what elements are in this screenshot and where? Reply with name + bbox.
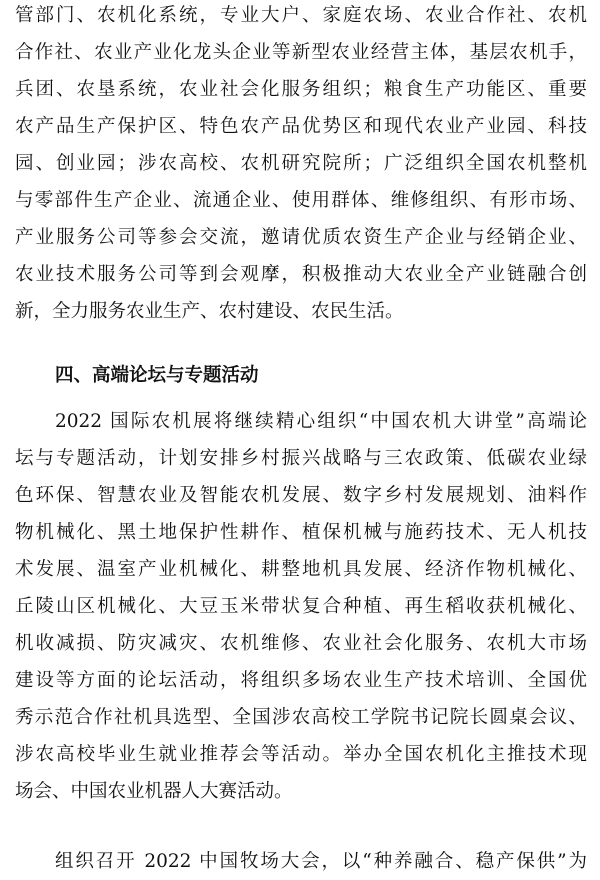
text-line-last: 新，全力服务农业生产、农村建设、农民生活。 — [15, 301, 404, 322]
text-line: 与零部件生产企业、流通企业、使用群体、维修组织、有形市场、 — [15, 190, 587, 211]
text-line: 涉农高校毕业生就业推荐会等活动。举办全国农机化主推技术现 — [15, 744, 587, 765]
text-line: 合作社、农业产业化龙头企业等新型农业经营主体，基层农机手， — [15, 42, 587, 63]
paragraph-forum — [15, 403, 587, 810]
text-line-last: 场会、中国农业机器人大赛活动。 — [15, 781, 293, 802]
text-line: 秀示范合作社机具选型、全国涉农高校工学院书记院长圆桌会议、 — [15, 707, 587, 728]
text-line: 色环保、智慧农业及智能农机发展、数字乡村发展规划、油料作 — [15, 485, 587, 506]
text-line: 机收减损、防灾减灾、农机维修、农业社会化服务、农机大市场 — [15, 633, 587, 654]
text-line-first: 2022 国际农机展将继续精心组织“中国农机大讲堂”高端论 — [55, 411, 587, 432]
text-line: 物机械化、黑土地保护性耕作、植保机械与施药技术、无人机技 — [15, 522, 587, 543]
text-line: 农业技术服务公司等到会观摩，积极推动大农业全产业链融合创 — [15, 264, 587, 285]
text-line: 术发展、温室产业机械化、耕整地机具发展、经济作物机械化、 — [15, 559, 587, 580]
section-heading: 四、高端论坛与专题活动 — [55, 365, 259, 386]
text-line: 园、创业园；涉农高校、农机研究院所；广泛组织全国农机整机 — [15, 153, 587, 174]
paragraph-participants — [15, 0, 587, 330]
text-line: 建设等方面的论坛活动，将组织多场农业生产技术培训、全国优 — [15, 670, 587, 691]
paragraph-ranch-conference — [15, 843, 587, 880]
text-line: 管部门、农机化系统，专业大户、家庭农场、农业合作社、农机 — [15, 5, 587, 26]
text-line-first: 组织召开 2022 中国牧场大会，以“种养融合、稳产保供”为 — [55, 851, 587, 872]
text-line: 坛与专题活动，计划安排乡村振兴战略与三农政策、低碳农业绿 — [15, 448, 587, 469]
text-line: 兵团、农垦系统，农业社会化服务组织；粮食生产功能区、重要 — [15, 79, 587, 100]
text-line: 农产品生产保护区、特色农产品优势区和现代农业产业园、科技 — [15, 116, 587, 137]
text-line: 产业服务公司等参会交流，邀请优质农资生产企业与经销企业、 — [15, 227, 587, 248]
text-line: 丘陵山区机械化、大豆玉米带状复合种植、再生稻收获机械化、 — [15, 596, 587, 617]
